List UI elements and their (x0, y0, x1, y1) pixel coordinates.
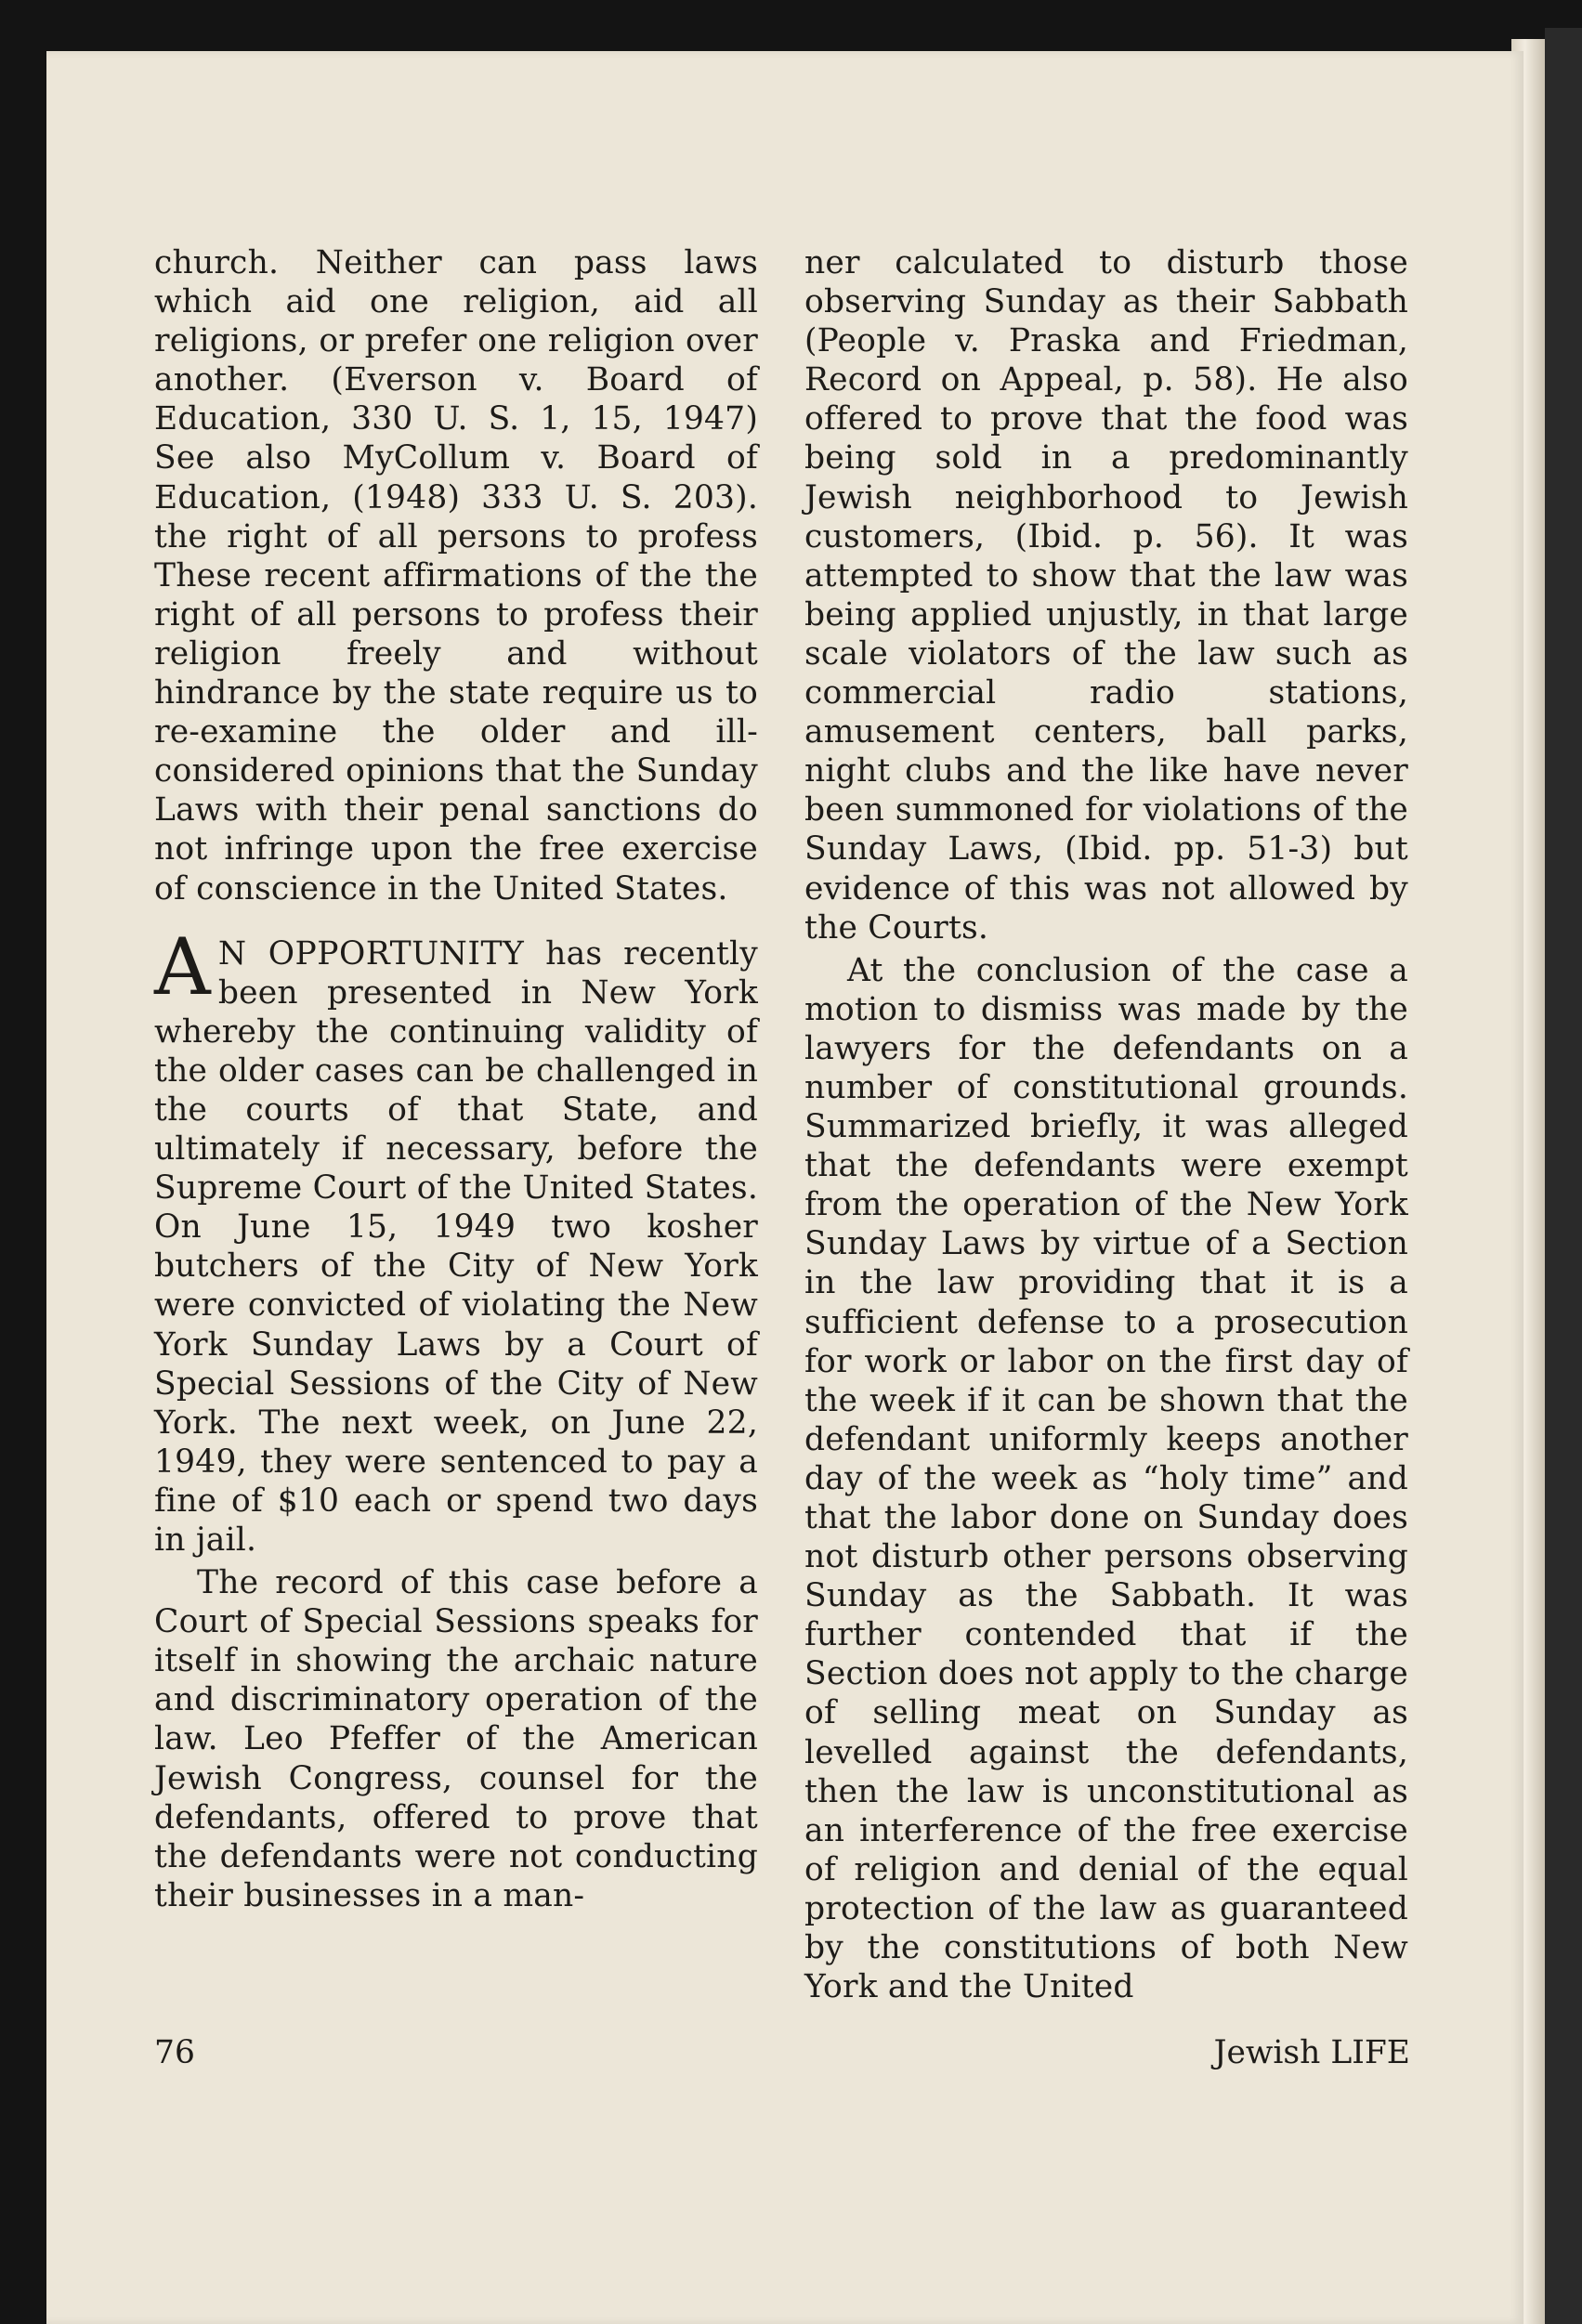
right-paragraph-2: At the conclusion of the case a motion to dismiss was made by the lawyers for the defendants on a number of constitutional grounds. Summarized briefly, it was alleged that the defendants were exempt from the operation of the New York Sunday Laws by virtue of a Section in the law providing that it is a sufficient defense to a prosecution for work or labor on the first day of the week if it can be shown that the defendant uniformly keeps another day of the week as “holy time” and that the labor done on Sunday does not disturb other persons observing Sunday as the Sabbath. It was further contended that if the Section does not apply to the charge of selling meat on Sunday as levelled against the defendants, then the law is unconstitutional as an interference of the free exercise of religion and denial of the equal protection of the law as guaranteed by the constitutions of both New York and the United (804, 951, 1408, 2006)
left-paragraph-3: The record of this case before a Court of Special Sessions speaks for itself in showing the archaic nature and discriminatory operation of the law. Leo Pfeffer of the American Jewish Congress, counsel for the defendants, offered to prove that the defendants were not conducting their businesses in a man- (154, 1564, 758, 1914)
left-paragraph-1: church. Neither can pass laws which aid one religion, aid all religions, or prefer one religion over another. (Everson v. Board of Education, 330 U. S. 1, 15, 1947) See also MyCollum v. Board of Education, (1948) 333 U. S. 203). the right of all persons to profess These recent affirmations of the the right of all persons to profess their religion freely and without hindrance by the state require us to re-examine the older and ill-considered opinions that the Sunday Laws with their penal sanctions do not infringe upon the free exercise of conscience in the United States. (154, 244, 758, 907)
page-number: 76 (154, 2034, 195, 2071)
left-paragraph-2-body: has recently been presented in New York whereby the continuing validity of the older cases can be challenged in the courts of that State, and ultimately if necessary, before the Supreme Court of the United States. On June 15, 1949 two kosher butchers of the City of New York were convicted of violating the New York Sunday Laws by a Court of Special Sessions of the City of New York. The next week, on June 22, 1949, they were sentenced to pay a fine of $10 each or spend two days in jail. (154, 934, 758, 1559)
left-paragraph-2 (154, 920, 758, 1560)
small-caps-lead-in: N OPPORTUNITY (217, 934, 525, 973)
right-paragraph-1: ner calculated to disturb those observing Sunday as their Sabbath (People v. Praska and Friedman, Record on Appeal, p. 58). He also offered to prove that the food was being sold in a predominantly Jewish neighborhood to Jewish customers, (Ibid. p. 56). It was attempted to show that the law was being applied unjustly, in that large scale violators of the law such as commercial radio stations, amusement centers, ball parks, night clubs and the like have never been summoned for violations of the Sunday Laws, (Ibid. pp. 51-3) but evidence of this was not allowed by the Courts. (804, 244, 1408, 947)
left-column (154, 243, 758, 1915)
running-title: Jewish LIFE (1213, 2034, 1410, 2071)
book-binding-shadow (1545, 28, 1582, 2324)
right-column (804, 243, 1408, 2006)
drop-cap-letter: A (154, 920, 211, 1012)
